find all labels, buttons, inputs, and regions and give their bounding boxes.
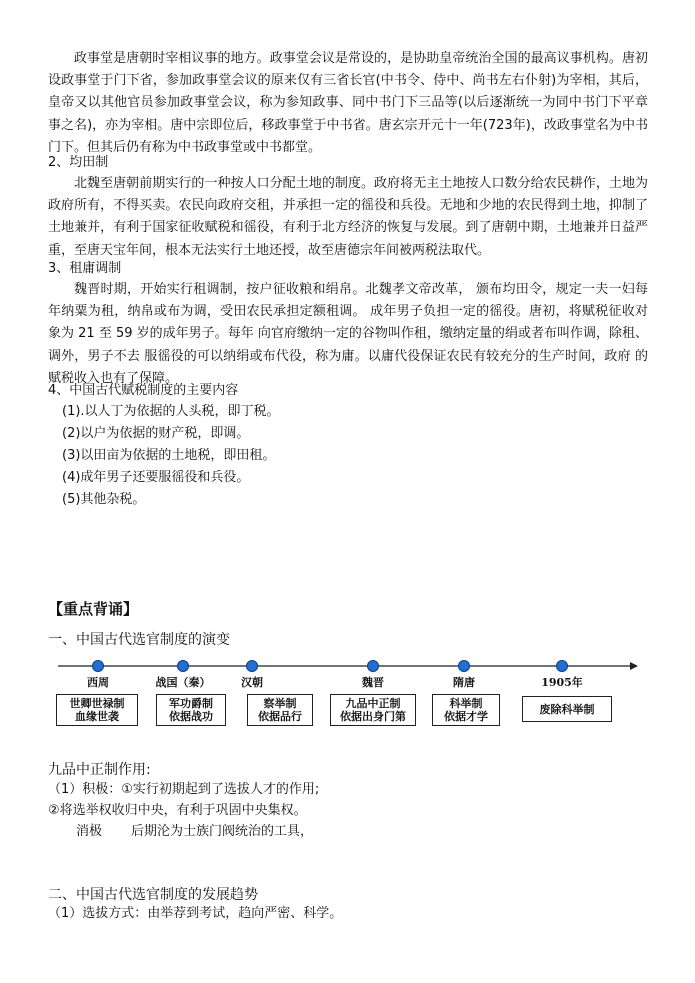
effects-negative-label: 消极 [76,824,103,839]
timeline-dot [459,661,470,672]
section-title: 【重点背诵】 [48,600,139,618]
timeline-arrow [630,662,638,670]
heading-fushui: 4、中国古代赋税制度的主要内容 [48,383,239,398]
timeline-box-line: 血缘世袭 [75,710,119,723]
list-item: (4)成年男子还要服徭役和兵役。 [62,470,250,485]
timeline-era-label: 战国（秦） [155,676,211,689]
effects-positive-2: ②将选举权收归中央，有利于巩固中央集权。 [48,803,307,818]
subsection-title: 二、中国古代选官制度的发展趋势 [48,887,258,903]
timeline-dot [557,661,568,672]
list-item: (5)其他杂税。 [62,492,146,507]
subsection-title: 一、中国古代选官制度的演变 [48,632,230,648]
timeline-box-line: 世卿世禄制 [69,697,125,710]
list-item: (2)以户为依据的财产税，即调。 [62,426,250,441]
timeline-era-label: 魏晋 [362,676,384,689]
heading-juntianzhi: 2、均田制 [48,155,109,170]
timeline-box-line: 依据战功 [169,710,213,723]
list-item: (3)以田亩为依据的土地税，即田租。 [62,448,276,463]
timeline-box-line: 军功爵制 [169,697,213,710]
paragraph-juntianzhi: 北魏至唐朝前期实行的一种按人口分配土地的制度。政府将无主土地按人口数分给农民耕作，土地为政府所有，不得买卖。农民向政府交租，并承担一定的徭役和兵役。无地和少地的农民得到土地，抑制了土地兼并，有利于国家征收赋税和徭役，有利于北方经济的恢复与发展。到了唐朝中期，土地兼并日益严重，至唐天宝年间，根本无法实行土地还授，故至唐德宗年间被两税法取代。 [48,176,648,258]
timeline-box-line: 科举制 [449,697,483,710]
timeline-box-chaju [247,694,313,726]
timeline-box-line: 废除科举制 [539,702,595,716]
timeline-box-jiupinzhongzheng [330,694,416,726]
effects-negative-text: 后期沦为士族门阀统治的工具， [131,824,314,839]
trends-line-1: （1）选拔方式：由举荐到考试，趋向严密、科学。 [48,906,343,921]
timeline-era-label: 西周 [87,676,109,689]
timeline-box-keju [432,694,500,726]
effects-positive-1: （1）积极：①实行初期起到了选拔人才的作用; [48,782,320,797]
timeline-era-label: 1905年 [541,676,583,689]
timeline-dot [247,661,258,672]
timeline-box-feichu-keju [522,696,612,722]
timeline-box-line: 依据出身门第 [340,710,406,723]
paragraph-zuyongdiao: 魏晋时期，开始实行租调制，按户征收粮和绢帛。北魏孝文帝改革， 颁布均田令，规定一夫一妇每年纳粟为租，纳帛或布为调，受田农民承担定额租调。 成年男子负担一定的徭役。唐初，将赋税征收对象为 21 至 59 岁的成年男子。每年 向官府缴纳一定的谷物叫作租，缴纳定量的绢或者布叫作调，除租、调外，男子不去 服徭役的可以纳绢或布代役，称为庸。以庸代役保证农民有较充分的生产时间，政府 的赋税收入也有了保障。 [48,282,648,386]
heading-zuyongdiao: 3、租庸调制 [48,261,122,276]
timeline-box-line: 察举制 [263,697,297,710]
list-item: (1).以人丁为依据的人头税，即丁税。 [62,404,280,419]
timeline-box-line: 依据品行 [258,710,302,723]
timeline-dot [178,661,189,672]
timeline-box-line: 依据才学 [444,710,488,723]
timeline-box-shiqingshilu [56,694,138,726]
timeline-dot [368,661,379,672]
timeline-dot [93,661,104,672]
timeline-box-line: 九品中正制 [345,697,401,710]
timeline-era-label: 汉朝 [241,676,263,689]
paragraph-zhengshitang: 政事堂是唐朝时宰相议事的地方。政事堂会议是常设的，是协助皇帝统治全国的最高议事机构。唐初设政事堂于门下省，参加政事堂会议的原来仅有三省长官(中书令、侍中、尚书左右仆射)为宰相，其后，皇帝又以其他官员参加政事堂会议，称为参知政事、同中书门下三品等(以后逐渐统一为同中书门下平章事之名)，亦为宰相。唐中宗即位后，移政事堂于中书省。唐玄宗开元十一年(723年)，改政事堂名为中书门下。但其后仍有称为中书政事堂或中书都堂。 [48,51,648,155]
timeline-box-jungongjue [156,694,226,726]
timeline-era-label: 隋唐 [453,676,475,689]
effects-title: 九品中正制作用: [48,762,151,778]
